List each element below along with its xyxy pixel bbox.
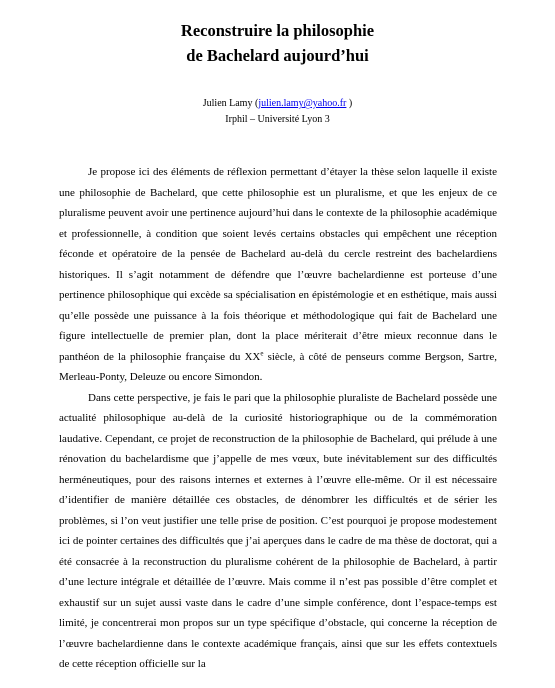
paragraph-1	[59, 162, 497, 388]
author-affiliation: Irphil – Université Lyon 3	[225, 114, 330, 125]
author-name: Julien Lamy	[202, 98, 253, 109]
paragraph-2: Dans cette perspective, je fais le pari que la philosophie pluraliste de Bachelard possède une actualité philosophique au-delà de la curiosité historiographique ou de la commémoration laudative. Cependant, ce projet de reconstruction de la philosophie de Bachelard, qui prélude à une rénovation du bachelardisme que j’appelle de mes vœux, bute inévitablement sur des difficultés herméneutiques, pour des raisons internes et externes à l’œuvre elle-même. Or il est nécessaire d’identifier de manière détaillée ces obstacles, de dénombrer les difficultés et de sérier les problèmes, si l’on veut justifier une telle prise de position. C’est pourquoi je propose modestement ici de pointer certaines des difficultés que j’ai aperçues dans le cadre de ma thèse de doctorat, qui a été consacrée à la reconstruction du pluralisme cohérent de la philosophie de Bachelard, à partir d’une lecture intégrale et détaillée de l’œuvre. Mais comme il n’est pas possible d’être complet et exhaustif sur un sujet aussi vaste dans le cadre d’une simple conférence, dont l’espace-temps est limité, je concentrerai mon propos sur un type spécifique d’obstacle, qui concerne la réception de l’œuvre bachelardienne dans le contexte académique français, ainsi que sur les effets contextuels de cette réception officielle sur la	[59, 391, 497, 670]
paper-title-line-2: de Bachelard aujourd’hui	[186, 46, 369, 65]
paragraph-1-text-end: siècle, à côté de penseurs comme Bergson, Sartre, Merleau-Ponty, Deleuze ou encore Simondon.	[59, 350, 497, 383]
century-superscript: e	[260, 348, 264, 357]
body-text	[59, 162, 497, 675]
author-line: Julien Lamy (julien.lamy@yahoo.fr )	[202, 98, 353, 109]
author-email-link[interactable]: julien.lamy@yahoo.fr	[258, 98, 347, 109]
paper-title-line-1: Reconstruire la philosophie	[180, 21, 375, 40]
paragraph-1-text: Je propose ici des éléments de réflexion permettant d’étayer la thèse selon laquelle il existe une philosophie de Bachelard, que cette philosophie est un pluralisme, et que les enjeux de ce pluralisme peuvent avoir une pertinence aujourd’hui dans le contexte de la philosophie académique et professionnelle, à condition que soient levés certains obstacles qui empêchent une réception féconde et opératoire de la pensée de Bachelard au-delà du cercle restreint des bachelardiens historiques. Il s’agit notamment de défendre que l’œuvre bachelardienne est porteuse d’une pertinence philosophique qui excède sa spécialisation en épistémologie et en esthétique, mais aussi qu’elle possède une puissance à la fois théorique et méthodologique qui fait de Bachelard une figure intellectuelle de premier plan, dont la place mériterait d’être mieux reconnue dans le panthéon de la philosophie française du XX	[59, 166, 497, 363]
